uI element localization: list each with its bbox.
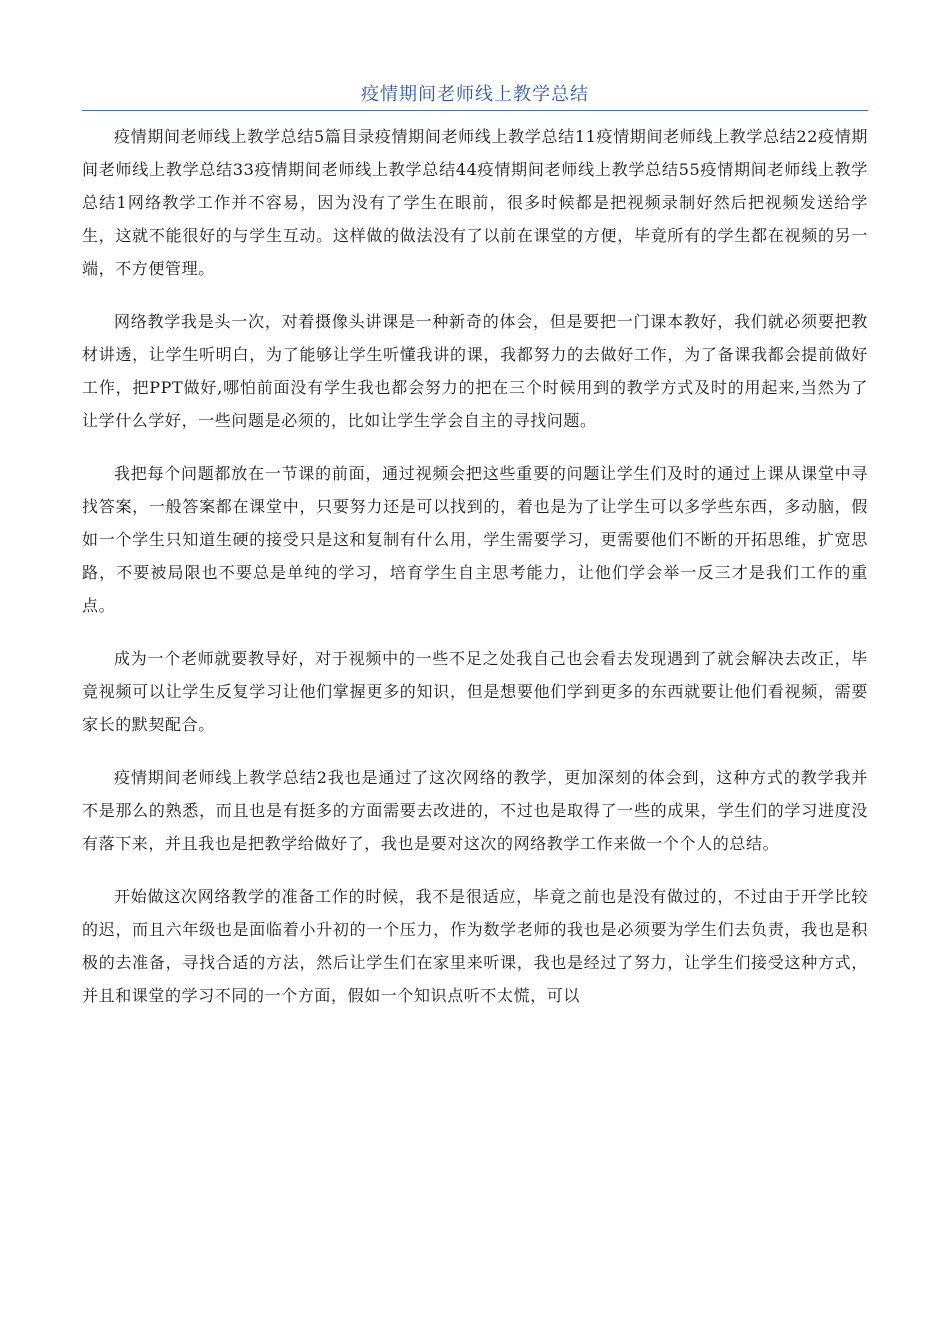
- paragraph-4: 成为一个老师就要教导好，对于视频中的一些不足之处我自己也会看去发现遇到了就会解决去改正，毕竟视频可以让学生反复学习让他们掌握更多的知识，但是想要他们学到更多的东西就要让他们看视频，需要家长的默契配合。: [82, 649, 868, 734]
- paragraph-1: 疫情期间老师线上教学总结5篇目录疫情期间老师线上教学总结11疫情期间老师线上教学总结22疫情期间老师线上教学总结33疫情期间老师线上教学总结44疫情期间老师线上教学总结55疫情期间老师线上教学总结1网络教学工作并不容易，因为没有了学生在眼前，很多时候都是把视频录制好然后把视频发送给学生，这就不能很好的与学生互动。这样做的做法没有了以前在课堂的方便，毕竟所有的学生都在视频的另一端，不方便管理。: [82, 127, 868, 278]
- document-body: [82, 120, 868, 1032]
- paragraph-2: 网络教学我是头一次，对着摄像头讲课是一种新奇的体会，但是要把一门课本教好，我们就必须要把教材讲透，让学生听明白，为了能够让学生听懂我讲的课，我都努力的去做好工作，为了备课我都会提前做好工作，把PPT做好,哪怕前面没有学生我也都会努力的把在三个时候用到的教学方式及时的用起来,当然为了让学什么学好，一些问题是必须的，比如让学生学会自主的寻找问题。: [82, 312, 868, 430]
- document-header: [82, 82, 868, 111]
- paragraph-5: 疫情期间老师线上教学总结2我也是通过了这次网络的教学，更加深刻的体会到，这种方式的教学我并不是那么的熟悉，而且也是有挺多的方面需要去改进的，不过也是取得了一些的成果，学生们的学习进度没有落下来，并且我也是把教学给做好了，我也是要对这次的网络教学工作来做一个个人的总结。: [82, 768, 868, 853]
- paragraph-3: 我把每个问题都放在一节课的前面，通过视频会把这些重要的问题让学生们及时的通过上课从课堂中寻找答案，一般答案都在课堂中，只要努力还是可以找到的，着也是为了让学生可以多学些东西，多动脑，假如一个学生只知道生硬的接受只是这和复制有什么用，学生需要学习，更需要他们不断的开拓思维，扩宽思路，不要被局限也不要总是单纯的学习，培育学生自主思考能力，让他们学会举一反三才是我们工作的重点。: [82, 464, 868, 615]
- paragraph-6: 开始做这次网络教学的准备工作的时候，我不是很适应，毕竟之前也是没有做过的，不过由于开学比较的迟，而且六年级也是面临着小升初的一个压力，作为数学老师的我也是必须要为学生们去负责，我也是积极的去准备，寻找合适的方法，然后让学生们在家里来听课，我也是经过了努力，让学生们接受这种方式，并且和课堂的学习不同的一个方面，假如一个知识点听不太慌，可以: [82, 887, 868, 1005]
- document-title: 疫情期间老师线上教学总结: [361, 84, 589, 105]
